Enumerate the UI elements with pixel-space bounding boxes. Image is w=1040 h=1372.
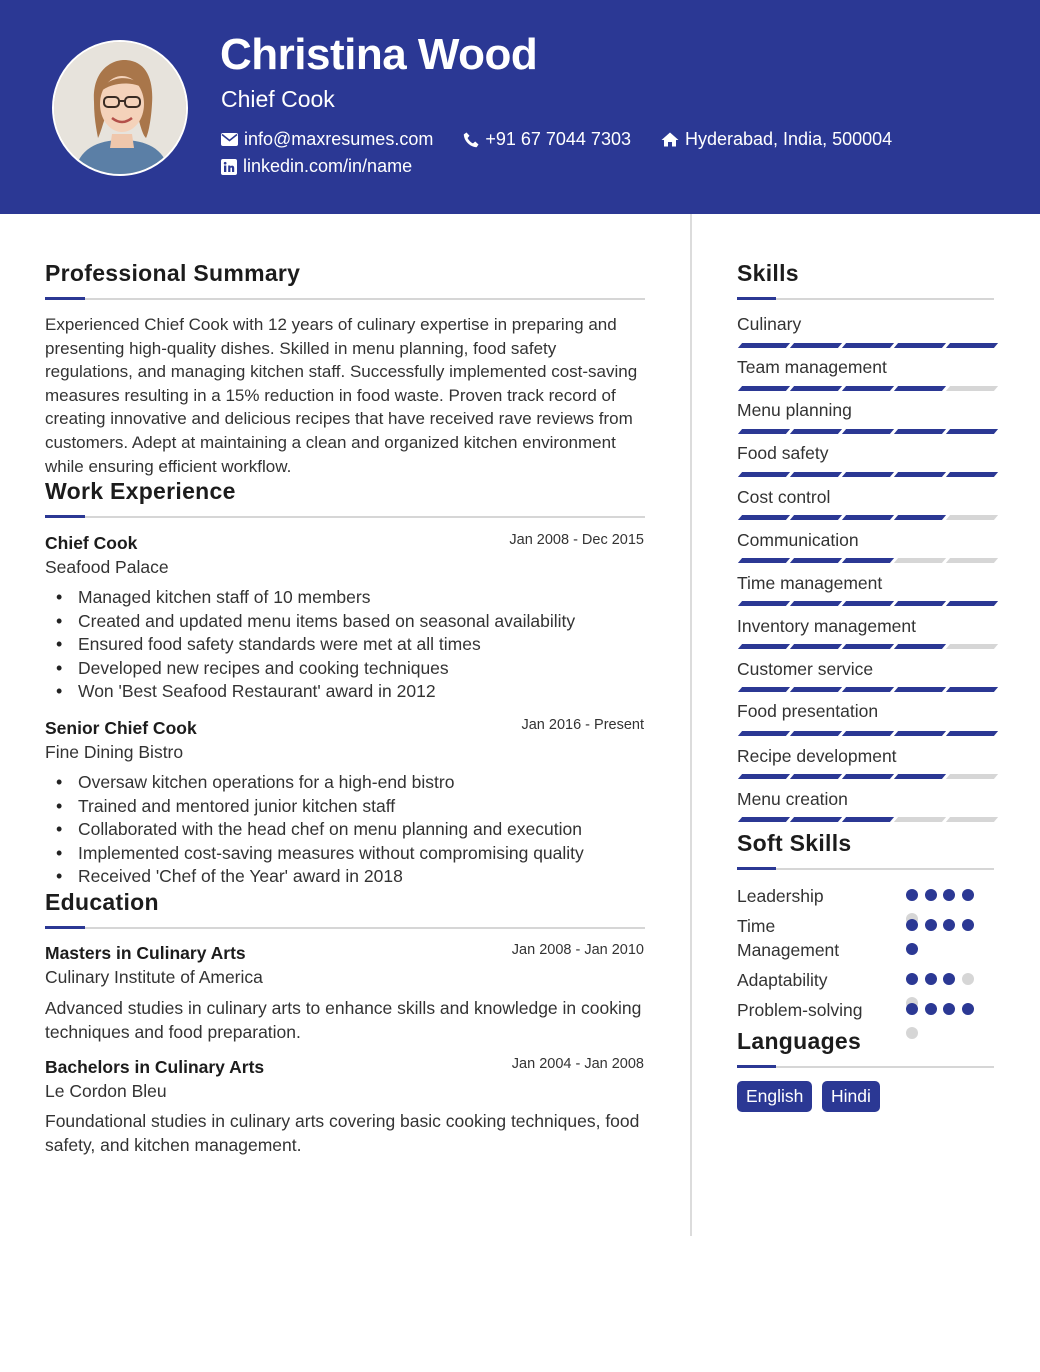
school-name: Culinary Institute of America <box>45 967 263 987</box>
skill-rating-bar <box>738 429 994 435</box>
skill-segment-filled <box>894 386 946 391</box>
home-icon <box>661 132 679 147</box>
contact-email[interactable] <box>221 129 433 150</box>
skill-segment-empty <box>946 558 998 563</box>
skill-name: Cost control <box>737 487 831 507</box>
section-rule <box>45 516 645 518</box>
soft-skill-name: Leadership <box>737 886 824 906</box>
skill-segment-filled <box>790 601 842 606</box>
degree-title: Bachelors in Culinary Arts <box>45 1057 265 1077</box>
skill-rating-bar <box>738 386 994 392</box>
skill-segment-filled <box>842 731 894 736</box>
bullet-item: • Developed new recipes and cooking techniques <box>78 657 648 681</box>
job-date: Jan 2016 - Present <box>521 717 644 733</box>
bullet-item: • Won 'Best Seafood Restaurant' award in 2012 <box>78 680 648 704</box>
soft-skill-name: Adaptability <box>737 970 828 990</box>
skill-segment-filled <box>842 817 894 822</box>
contact-phone[interactable] <box>463 129 631 150</box>
skill-segment-filled <box>790 687 842 692</box>
rating-dot-filled <box>925 919 937 931</box>
skill-rating-bar <box>738 558 994 564</box>
summary-heading: Professional Summary <box>45 260 301 286</box>
experience-heading: Work Experience <box>45 478 236 504</box>
rating-dot-empty <box>906 1027 918 1039</box>
rating-dot-filled <box>962 919 974 931</box>
skill-rating-bar <box>738 774 994 780</box>
skill-segment-filled <box>842 601 894 606</box>
degree-description: Advanced studies in culinary arts to enhance skills and knowledge in cooking techniques and food preparation. <box>45 998 642 1042</box>
skill-segment-filled <box>790 644 842 649</box>
skill-segment-filled <box>894 774 946 779</box>
skill-segment-filled <box>894 429 946 434</box>
skill-segment-filled <box>738 644 790 649</box>
skill-name: Inventory management <box>737 616 916 636</box>
bullet-item: • Created and updated menu items based on seasonal availability <box>78 610 648 634</box>
summary-text: Experienced Chief Cook with 12 years of culinary expertise in preparing and presenting high-quality dishes. Skilled in menu planning, food safety regulations, and managing kitchen staff. Successfully implemented cost-saving measures resulting in a 15% reduction in food waste. Proven track record of creating innovative and delicious recipes that have received rave reviews from customers. Adept at maintaining a clean and organized kitchen environment while ensuring efficient workflow. <box>45 315 638 476</box>
skill-segment-filled <box>738 774 790 779</box>
skill-segment-filled <box>842 774 894 779</box>
skill-segment-filled <box>790 731 842 736</box>
skill-segment-filled <box>842 515 894 520</box>
bullet-item: • Received 'Chef of the Year' award in 2018 <box>78 865 648 889</box>
envelope-icon <box>221 133 238 146</box>
bullet-item: • Oversaw kitchen operations for a high-end bistro <box>78 771 648 795</box>
job-company: Seafood Palace <box>45 557 169 577</box>
skill-rating-bar <box>738 817 994 823</box>
rating-dot-filled <box>906 1003 918 1015</box>
skill-name: Customer service <box>737 659 874 679</box>
rating-dot-filled <box>962 1003 974 1015</box>
rating-dot-filled <box>943 889 955 901</box>
rating-dot-filled <box>925 889 937 901</box>
skill-segment-filled <box>738 817 790 822</box>
job-bullets <box>78 586 648 704</box>
phone-text: +91 67 7044 7303 <box>485 129 631 149</box>
skill-segment-filled <box>790 343 842 348</box>
rating-dot-filled <box>943 1003 955 1015</box>
skill-name: Menu creation <box>737 789 848 809</box>
bullet-item: • Implemented cost-saving measures without compromising quality <box>78 842 648 866</box>
skill-segment-empty <box>946 515 998 520</box>
section-accent <box>737 1065 776 1068</box>
skill-segment-filled <box>738 601 790 606</box>
section-accent <box>45 297 85 300</box>
contact-row-2 <box>221 156 442 177</box>
skill-name: Food safety <box>737 443 829 463</box>
rating-dot-filled <box>906 973 918 985</box>
skill-segment-filled <box>842 644 894 649</box>
rating-dot-filled <box>943 919 955 931</box>
linkedin-icon <box>221 159 237 175</box>
skill-name: Team management <box>737 357 887 377</box>
bullet-item: • Trained and mentored junior kitchen staff <box>78 795 648 819</box>
rating-dot-filled <box>925 973 937 985</box>
skill-segment-filled <box>738 472 790 477</box>
linkedin-text: linkedin.com/in/name <box>243 156 413 176</box>
skill-name: Time management <box>737 573 883 593</box>
skill-segment-filled <box>894 343 946 348</box>
column-divider <box>690 214 692 1236</box>
skill-segment-filled <box>738 558 790 563</box>
profile-photo <box>52 40 188 176</box>
language-badge-english: English <box>737 1081 812 1112</box>
soft-skills-heading: Soft Skills <box>737 830 852 856</box>
skill-segment-filled <box>946 472 998 477</box>
header-banner <box>0 0 1040 214</box>
skill-segment-filled <box>738 731 790 736</box>
skill-segment-empty <box>946 386 998 391</box>
section-accent <box>737 867 776 870</box>
skill-segment-filled <box>894 515 946 520</box>
language-badge-hindi: Hindi <box>822 1081 880 1112</box>
skill-rating-bar <box>738 644 994 650</box>
skill-segment-empty <box>894 817 946 822</box>
skill-name: Communication <box>737 530 859 550</box>
skills-heading: Skills <box>737 260 799 286</box>
skill-segment-filled <box>842 558 894 563</box>
skill-rating-bar <box>738 343 994 349</box>
bullet-item: • Managed kitchen staff of 10 members <box>78 586 648 610</box>
soft-skill-name: Time Management <box>737 916 840 960</box>
skill-segment-filled <box>790 515 842 520</box>
email-text: info@maxresumes.com <box>244 129 434 149</box>
job-company: Fine Dining Bistro <box>45 742 184 762</box>
skill-name: Recipe development <box>737 746 897 766</box>
skill-segment-filled <box>790 429 842 434</box>
languages-heading: Languages <box>737 1028 862 1054</box>
job-role: Senior Chief Cook <box>45 718 197 738</box>
skill-segment-filled <box>894 601 946 606</box>
skill-segment-filled <box>842 429 894 434</box>
candidate-name: Christina Wood <box>220 30 538 79</box>
section-accent <box>45 926 85 929</box>
skill-rating-bar <box>738 601 994 607</box>
job-role: Chief Cook <box>45 533 138 553</box>
contact-location <box>661 129 892 150</box>
skill-segment-filled <box>894 687 946 692</box>
rating-dot-filled <box>943 973 955 985</box>
section-accent <box>45 515 85 518</box>
section-accent <box>737 297 776 300</box>
candidate-title: Chief Cook <box>221 86 335 112</box>
skill-segment-empty <box>946 817 998 822</box>
skill-segment-filled <box>790 817 842 822</box>
skill-segment-filled <box>790 472 842 477</box>
skill-rating-bar <box>738 731 994 737</box>
degree-description: Foundational studies in culinary arts covering basic cooking techniques, food safety, and kitchen management. <box>45 1111 640 1155</box>
section-rule <box>45 927 645 929</box>
skill-segment-empty <box>946 644 998 649</box>
skill-segment-filled <box>946 731 998 736</box>
education-heading: Education <box>45 889 159 915</box>
skill-segment-filled <box>946 343 998 348</box>
avatar-illustration <box>54 42 188 176</box>
skill-rating-bar <box>738 687 994 693</box>
rating-dot-filled <box>906 919 918 931</box>
degree-date: Jan 2004 - Jan 2008 <box>511 1056 644 1072</box>
skill-segment-filled <box>790 386 842 391</box>
skill-name: Food presentation <box>737 701 879 721</box>
skill-rating-bar <box>738 515 994 521</box>
rating-dot-filled <box>906 943 918 955</box>
skill-segment-filled <box>790 558 842 563</box>
skill-name: Culinary <box>737 314 802 334</box>
skill-segment-filled <box>738 687 790 692</box>
skill-name: Menu planning <box>737 400 852 420</box>
job-date: Jan 2008 - Dec 2015 <box>509 532 644 548</box>
contact-linkedin[interactable] <box>221 156 412 177</box>
location-text: Hyderabad, India, 500004 <box>684 129 893 149</box>
skill-segment-filled <box>738 343 790 348</box>
skill-segment-filled <box>894 472 946 477</box>
skill-segment-filled <box>842 343 894 348</box>
section-rule <box>45 298 645 300</box>
skill-segment-empty <box>946 774 998 779</box>
bullet-item: • Ensured food safety standards were met at all times <box>78 633 648 657</box>
skill-segment-filled <box>738 515 790 520</box>
skill-segment-filled <box>946 601 998 606</box>
skill-segment-filled <box>738 386 790 391</box>
phone-icon <box>463 132 479 148</box>
school-name: Le Cordon Bleu <box>45 1081 167 1101</box>
skill-segment-filled <box>946 429 998 434</box>
degree-title: Masters in Culinary Arts <box>45 943 246 963</box>
rating-dot-filled <box>962 889 974 901</box>
skill-segment-filled <box>946 687 998 692</box>
rating-dot-empty <box>962 973 974 985</box>
skill-segment-filled <box>894 644 946 649</box>
skill-segment-filled <box>738 429 790 434</box>
rating-dot-filled <box>906 889 918 901</box>
skill-segment-filled <box>894 731 946 736</box>
rating-dot-filled <box>925 1003 937 1015</box>
skill-segment-filled <box>842 472 894 477</box>
skill-segment-filled <box>790 774 842 779</box>
skill-segment-filled <box>842 386 894 391</box>
contact-row <box>221 129 922 150</box>
skill-segment-empty <box>894 558 946 563</box>
soft-skill-name: Problem-solving <box>737 1000 863 1020</box>
degree-date: Jan 2008 - Jan 2010 <box>511 942 644 958</box>
skill-rating-bar <box>738 472 994 478</box>
bullet-item: • Collaborated with the head chef on menu planning and execution <box>78 818 648 842</box>
job-bullets <box>78 771 648 889</box>
skill-segment-filled <box>842 687 894 692</box>
